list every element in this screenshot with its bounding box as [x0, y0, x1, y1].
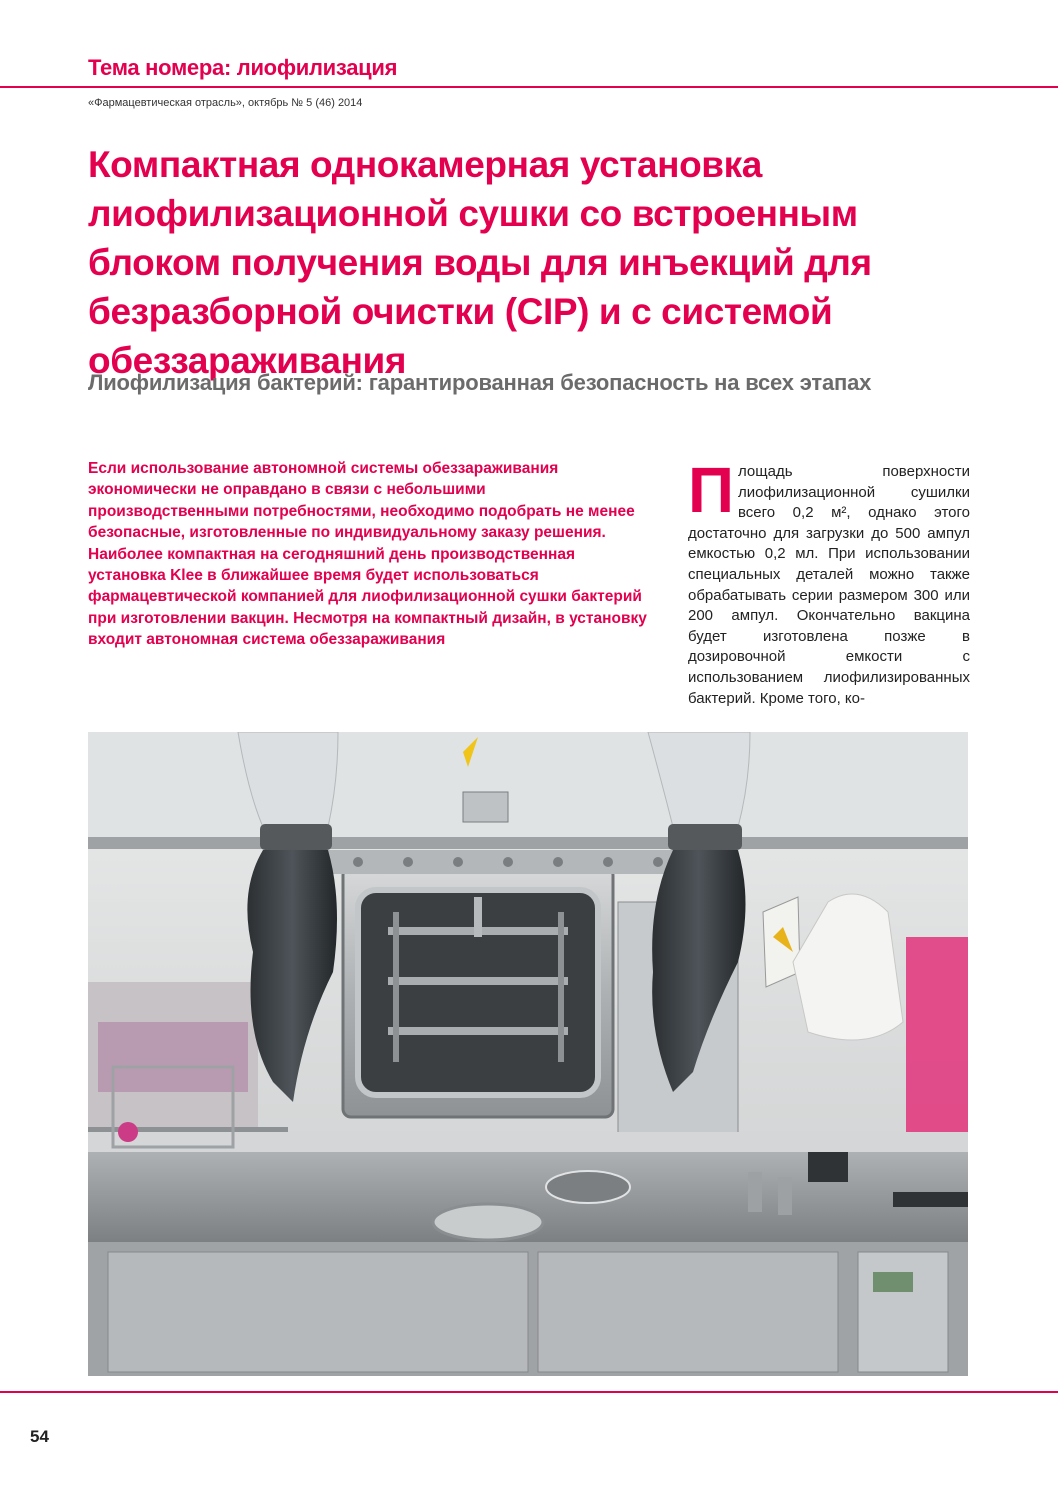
- footer-divider: [0, 1391, 1058, 1393]
- header-divider: [0, 86, 1058, 88]
- body-text: лощадь поверхности лиофилизационной сушилки всего 0,2 м², однако этого достаточно для загрузки до 500 ампул емкостью 0,2 мл. При использовании специальных деталей можно также обрабатывать серии размером 300 или 200 ампул. Окончательно вакцина будет изготовлена позже в дозировочной емкости с использованием лиофилизированных бактерий. Кроме того, ко-: [688, 463, 970, 707]
- journal-issue-line: «Фармацевтическая отрасль», октябрь № 5 (46) 2014: [88, 97, 363, 109]
- body-column: [688, 454, 970, 709]
- section-topic: лиофилизация: [236, 55, 398, 80]
- page-number: 54: [30, 1427, 49, 1446]
- article-title: Компактная однокамерная установка лиофилизационной сушки со встроенным блоком получения воды для инъекций для безразборной очистки (CIP) и с системой обеззараживания: [88, 144, 872, 381]
- lead-paragraph: Если использование автономной системы обеззараживания экономически не оправдано в связи с небольшими производственными потребностями, необходимо подобрать не менее безопасные, изготовленные по индивидуальному заказу решения. Наиболее компактная на сегодняшний день производственная установка Klee в ближайшее время будет использоваться фармацевтической компанией для лиофилизационной сушки бактерий при изготовлении вакцин. Несмотря на компактный дизайн, в установку входит автономная система обеззараживания: [88, 460, 647, 649]
- section-header: [88, 55, 397, 81]
- equipment-photo: [88, 732, 968, 1376]
- article-subtitle: Лиофилизация бактерий: гарантированная безопасность на всех этапах: [88, 370, 872, 395]
- drop-cap: П: [688, 454, 734, 526]
- section-label: Тема номера:: [88, 55, 231, 80]
